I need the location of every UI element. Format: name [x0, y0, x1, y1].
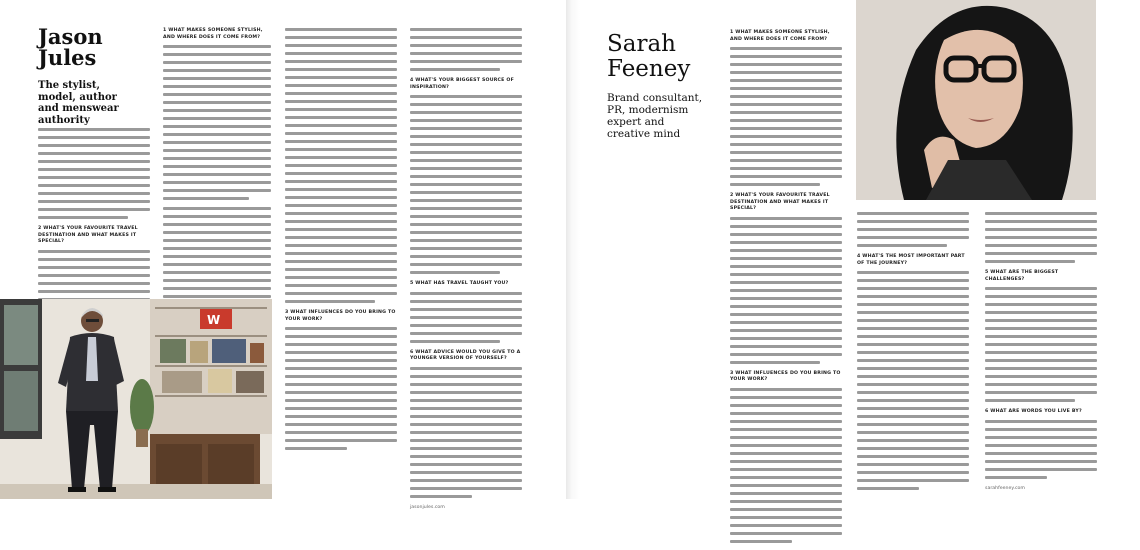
body-paragraph	[410, 95, 522, 274]
question-heading: 4 WHAT'S THE MOST IMPORTANT PART OF THE JOURNEY?	[857, 254, 965, 266]
body-paragraph	[410, 367, 522, 498]
person-name-jason: Jason Jules	[38, 24, 103, 70]
sarah-column-1	[730, 30, 842, 550]
body-paragraph	[163, 45, 271, 200]
body-paragraph	[730, 47, 842, 186]
question-heading: 3 WHAT INFLUENCES DO YOU BRING TO YOUR WORK?	[285, 310, 396, 322]
person-name-sarah: Sarah Feeney	[607, 31, 691, 82]
body-paragraph	[410, 292, 522, 343]
signature-link: sarahfeeney.com	[985, 485, 1025, 491]
body-paragraph	[730, 388, 842, 543]
question-heading: 2 WHAT'S YOUR FAVOURITE TRAVEL DESTINATION AND WHAT MAKES IT SPECIAL?	[730, 193, 830, 211]
question-heading: 4 WHAT'S YOUR BIGGEST SOURCE OF INSPIRATION?	[410, 78, 515, 90]
body-paragraph	[285, 28, 397, 303]
jason-name-block	[38, 26, 128, 126]
body-paragraph	[857, 271, 969, 490]
body-paragraph	[985, 212, 1097, 263]
svg-text:W: W	[207, 313, 221, 327]
jason-portrait-photo	[0, 299, 272, 499]
sarah-column-2	[857, 212, 969, 497]
body-paragraph	[285, 327, 397, 450]
body-paragraph	[730, 217, 842, 364]
body-paragraph	[38, 128, 150, 219]
spread-gutter	[566, 0, 580, 499]
jason-column-4	[410, 28, 522, 511]
body-paragraph	[410, 28, 522, 71]
tagline-jason: The stylist, model, author and menswear authority	[38, 80, 119, 126]
sarah-column-3	[985, 212, 1097, 492]
question-heading: 5 WHAT ARE THE BIGGEST CHALLENGES?	[985, 270, 1059, 282]
sarah-name-block	[607, 32, 703, 140]
question-heading: 1 WHAT MAKES SOMEONE STYLISH, AND WHERE DOES IT COME FROM?	[163, 28, 263, 40]
question-heading: 6 WHAT ADVICE WOULD YOU GIVE TO A YOUNGER VERSION OF YOURSELF?	[410, 349, 521, 361]
body-paragraph	[985, 287, 1097, 402]
question-heading: 6 WHAT ARE WORDS YOU LIVE BY?	[985, 409, 1082, 414]
question-heading: 3 WHAT INFLUENCES DO YOU BRING TO YOUR WORK?	[730, 370, 841, 382]
question-heading: 1 WHAT MAKES SOMEONE STYLISH, AND WHERE DOES IT COME FROM?	[730, 30, 830, 42]
signature-link: jasonjules.com	[410, 504, 445, 510]
question-heading: 5 WHAT HAS TRAVEL TAUGHT YOU?	[410, 281, 509, 286]
sarah-portrait-photo	[856, 0, 1096, 200]
question-heading: 2 WHAT'S YOUR FAVOURITE TRAVEL DESTINATION AND WHAT MAKES IT SPECIAL?	[38, 226, 138, 244]
body-paragraph	[985, 420, 1097, 479]
jason-column-3	[285, 28, 397, 457]
tagline-sarah: Brand consultant, PR, modernism expert and creative mind	[607, 92, 703, 140]
body-paragraph	[857, 212, 969, 247]
